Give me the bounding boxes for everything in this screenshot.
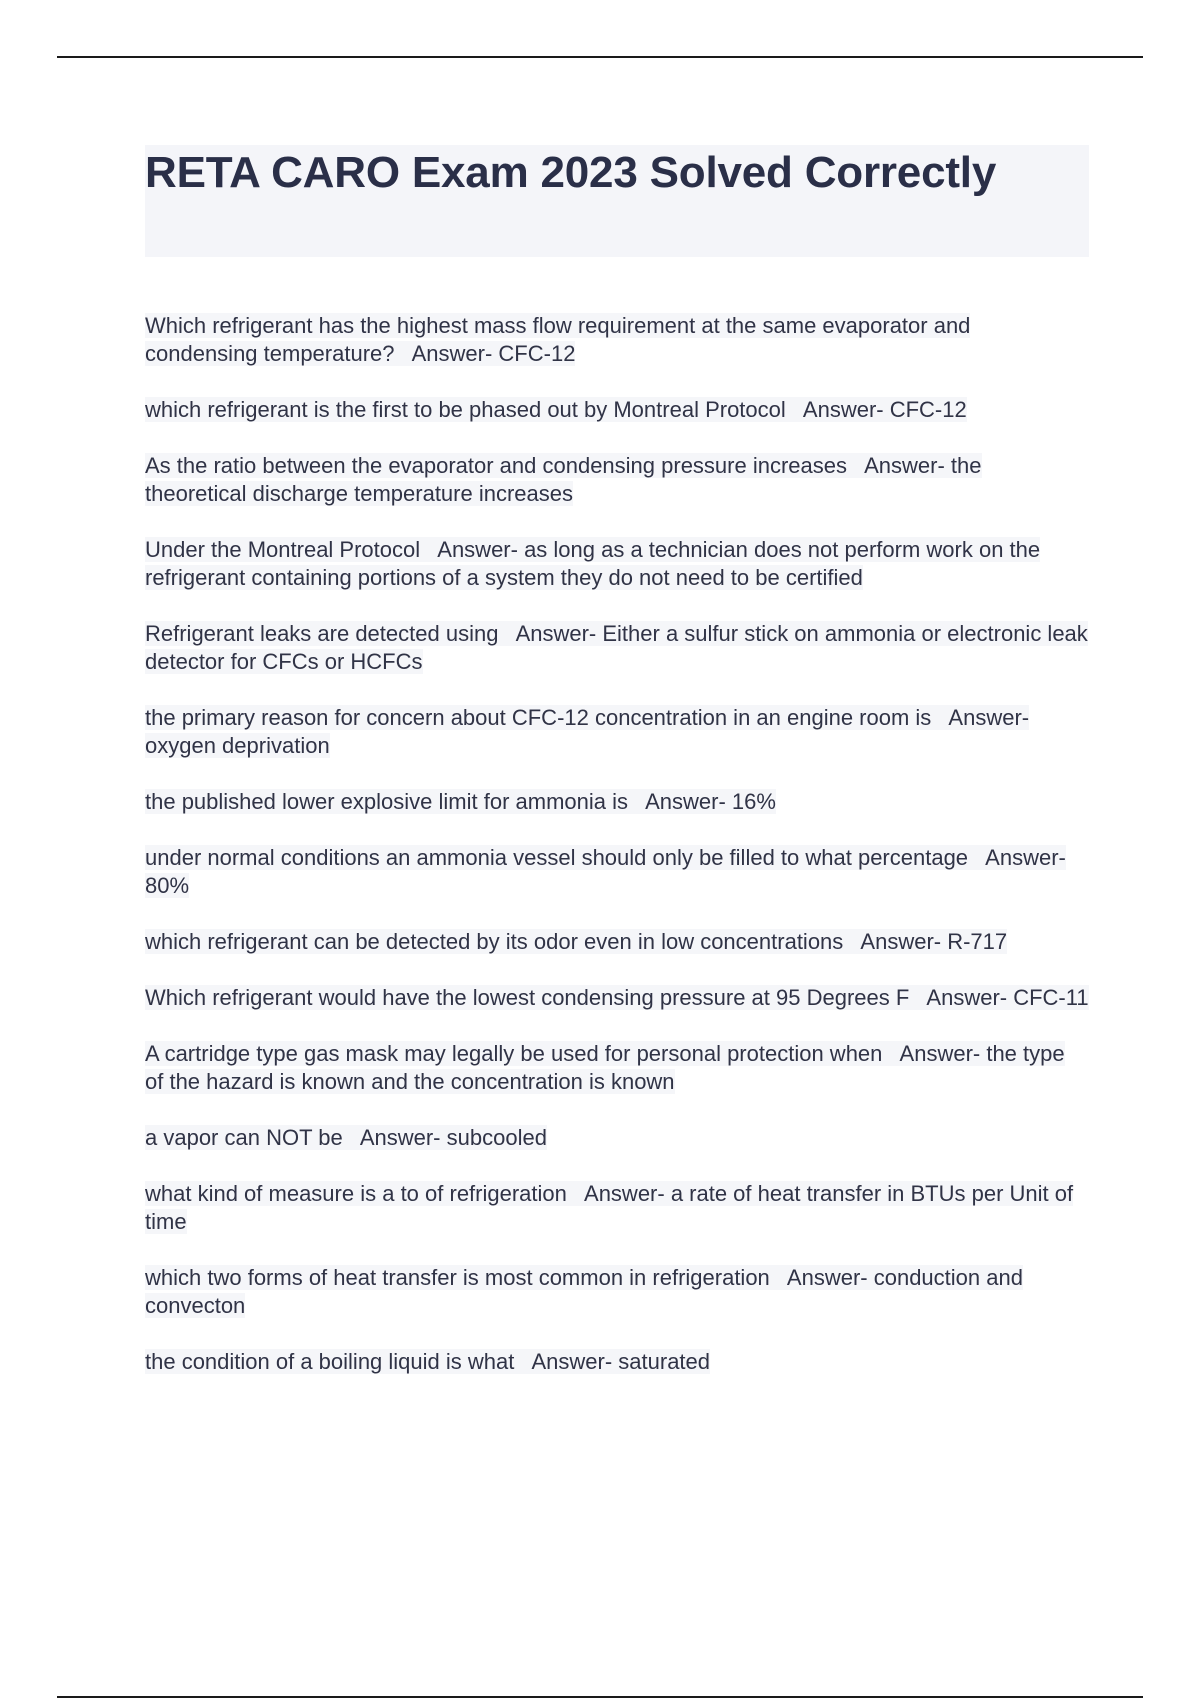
qa-item (145, 1124, 1089, 1152)
qa-item (145, 536, 1089, 592)
answer-text: Answer- the type of the hazard is known and the concentration is known (145, 1041, 1065, 1094)
answer-text: Answer- 80% (145, 845, 1066, 898)
question-text: Under the Montreal Protocol (145, 537, 421, 562)
qa-item (145, 1180, 1089, 1236)
qa-item (145, 312, 1089, 368)
question-text: which refrigerant is the first to be phased out by Montreal Protocol (145, 397, 786, 422)
question-text: what kind of measure is a to of refrigeration (145, 1181, 567, 1206)
qa-item (145, 1348, 1089, 1376)
qa-item (145, 928, 1089, 956)
question-text: Refrigerant leaks are detected using (145, 621, 499, 646)
qa-item (145, 788, 1089, 816)
answer-text: Answer- CFC-12 (802, 397, 967, 422)
document-title: RETA CARO Exam 2023 Solved Correctly (145, 148, 997, 197)
question-text: A cartridge type gas mask may legally be used for personal protection when (145, 1041, 883, 1066)
question-text: which refrigerant can be detected by its odor even in low concentrations (145, 929, 844, 954)
question-text: As the ratio between the evaporator and condensing pressure increases (145, 453, 847, 478)
question-text: under normal conditions an ammonia vessel should only be filled to what percentage (145, 845, 969, 870)
qa-list (145, 312, 1089, 1404)
qa-item (145, 984, 1089, 1012)
answer-text: Answer- 16% (645, 789, 776, 814)
answer-text: Answer- as long as a technician does not perform work on the refrigerant containing portions of a system they do not need to be certified (145, 537, 1041, 590)
qa-item (145, 1264, 1089, 1320)
answer-text: Answer- saturated (531, 1349, 711, 1374)
answer-text: Answer- a rate of heat transfer in BTUs per Unit of time (145, 1181, 1074, 1234)
answer-text: Answer- oxygen deprivation (145, 705, 1030, 758)
answer-text: Answer- the theoretical discharge temperature increases (145, 453, 982, 506)
qa-item (145, 844, 1089, 900)
answer-text: Answer- subcooled (359, 1125, 547, 1150)
qa-item (145, 1040, 1089, 1096)
footer-rule (57, 1696, 1143, 1698)
answer-text: Answer- Either a sulfur stick on ammonia or electronic leak detector for CFCs or HCFCs (145, 621, 1088, 674)
answer-text: Answer- conduction and convecton (145, 1265, 1023, 1318)
question-text: the primary reason for concern about CFC-12 concentration in an engine room is (145, 705, 932, 730)
header-rule (57, 56, 1143, 58)
question-text: the condition of a boiling liquid is what (145, 1349, 515, 1374)
qa-item (145, 704, 1089, 760)
question-text: Which refrigerant has the highest mass flow requirement at the same evaporator and condensing temperature? (145, 313, 971, 366)
qa-item (145, 396, 1089, 424)
answer-text: Answer- CFC-11 (926, 985, 1089, 1010)
title-block (145, 145, 1089, 257)
question-text: Which refrigerant would have the lowest condensing pressure at 95 Degrees F (145, 985, 910, 1010)
qa-item (145, 452, 1089, 508)
qa-item (145, 620, 1089, 676)
question-text: the published lower explosive limit for ammonia is (145, 789, 628, 814)
answer-text: Answer- R-717 (860, 929, 1008, 954)
question-text: which two forms of heat transfer is most common in refrigeration (145, 1265, 770, 1290)
answer-text: Answer- CFC-12 (411, 341, 576, 366)
question-text: a vapor can NOT be (145, 1125, 343, 1150)
